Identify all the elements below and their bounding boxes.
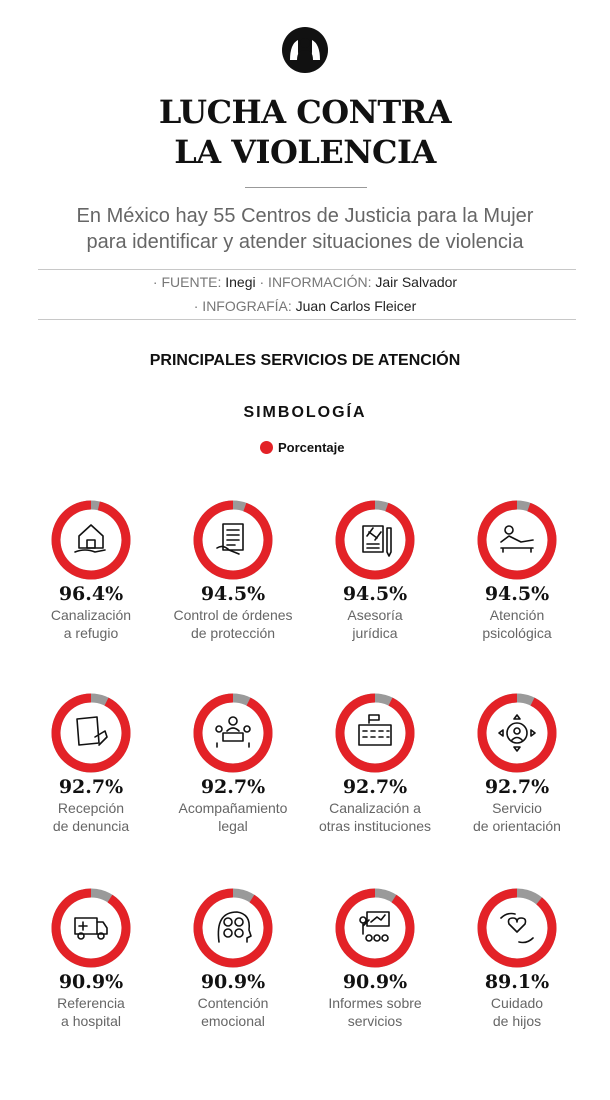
service-label: de hijos: [492, 1013, 542, 1029]
service-label: Recepción: [57, 800, 125, 816]
service-label: legal: [218, 818, 248, 834]
title-line-1: LUCHA CONTRA: [158, 93, 452, 131]
section-title: PRINCIPALES SERVICIOS DE ATENCIÓN: [149, 352, 461, 369]
service-label: emocional: [201, 1013, 265, 1029]
service-label: Control de órdenes: [173, 607, 293, 623]
service-label: jurídica: [352, 625, 398, 641]
graphic-value: Juan Carlos Fleicer: [295, 298, 417, 314]
donut-item: [51, 505, 131, 641]
info-label: · INFORMACIÓN:: [259, 274, 372, 290]
donut-item: [473, 698, 561, 834]
service-label: psicológica: [482, 625, 552, 641]
subtitle-line-1: En México hay 55 Centros de Justicia para la Mujer: [76, 205, 534, 227]
emotions-head-icon: [218, 912, 251, 942]
service-label: Informes sobre: [328, 995, 422, 1011]
therapy-couch-icon: [501, 526, 533, 552]
info-value: Jair Salvador: [375, 274, 458, 290]
service-label: otras instituciones: [318, 818, 432, 834]
percentage-value: 92.7%: [484, 776, 550, 798]
donut-item: [340, 505, 410, 641]
service-label: de denuncia: [52, 818, 130, 834]
percentage-value: 94.5%: [200, 583, 266, 605]
legend-title: SIMBOLOGÍA: [243, 404, 367, 421]
donut-item: [328, 893, 422, 1029]
service-label: Referencia: [57, 995, 125, 1011]
percentage-value: 92.7%: [200, 776, 266, 798]
source-label: · FUENTE:: [152, 274, 222, 290]
service-label: Servicio: [492, 800, 542, 816]
percentage-value: 89.1%: [484, 971, 550, 993]
donut-value-arc: [340, 893, 410, 963]
percentage-value: 90.9%: [200, 971, 266, 993]
service-label: a refugio: [63, 625, 119, 641]
presentation-icon: [360, 912, 389, 941]
percentage-value: 90.9%: [58, 971, 124, 993]
donut-value-arc: [56, 893, 126, 963]
donut-value-arc: [482, 893, 552, 963]
orientation-person-icon: [499, 715, 535, 751]
gavel-document-icon: [363, 526, 391, 556]
service-label: a hospital: [61, 1013, 121, 1029]
donut-item: [319, 698, 431, 834]
title-line-2: LA VIOLENCIA: [174, 133, 436, 171]
service-label: Asesoría: [347, 607, 403, 623]
house-hand-icon: [75, 525, 105, 552]
donut-value-arc: [482, 698, 552, 768]
source-value: Inegi: [225, 274, 256, 290]
graphic-label: · INFOGRAFÍA:: [193, 298, 292, 314]
service-label: Canalización a: [329, 800, 421, 816]
percentage-value: 92.7%: [58, 776, 124, 798]
service-label: Cuidado: [490, 995, 544, 1011]
percentage-value: 90.9%: [342, 971, 408, 993]
percentage-value: 96.4%: [58, 583, 124, 605]
service-label: Contención: [197, 995, 269, 1011]
service-label: Acompañamiento: [178, 800, 288, 816]
donut-item: [179, 698, 288, 834]
document-hand-icon: [217, 524, 243, 554]
donut-item: [56, 893, 126, 1029]
service-label: Canalización: [50, 607, 132, 623]
percentage-value: 94.5%: [342, 583, 408, 605]
service-label: Atención: [489, 607, 545, 623]
donut-item: [482, 505, 552, 641]
service-label: de orientación: [473, 818, 561, 834]
ambulance-icon: [75, 918, 107, 939]
service-label: de protección: [190, 625, 276, 641]
institution-building-icon: [359, 715, 391, 745]
donut-value-arc: [198, 893, 268, 963]
complaint-paper-icon: [77, 717, 107, 745]
donut-item: [173, 505, 292, 641]
subtitle-line-2: para identificar y atender situaciones de violencia: [86, 231, 524, 253]
service-label: servicios: [347, 1013, 403, 1029]
donut-value-arc: [56, 698, 126, 768]
legend-label: Porcentaje: [278, 439, 345, 455]
heart-hands-icon: [501, 914, 533, 943]
percentage-value: 92.7%: [342, 776, 408, 798]
donut-item: [53, 698, 130, 834]
donut-item: [482, 893, 552, 1029]
percentage-value: 94.5%: [484, 583, 550, 605]
donut-item: [198, 893, 269, 1029]
meeting-table-icon: [216, 717, 250, 747]
donut-value-arc: [340, 698, 410, 768]
